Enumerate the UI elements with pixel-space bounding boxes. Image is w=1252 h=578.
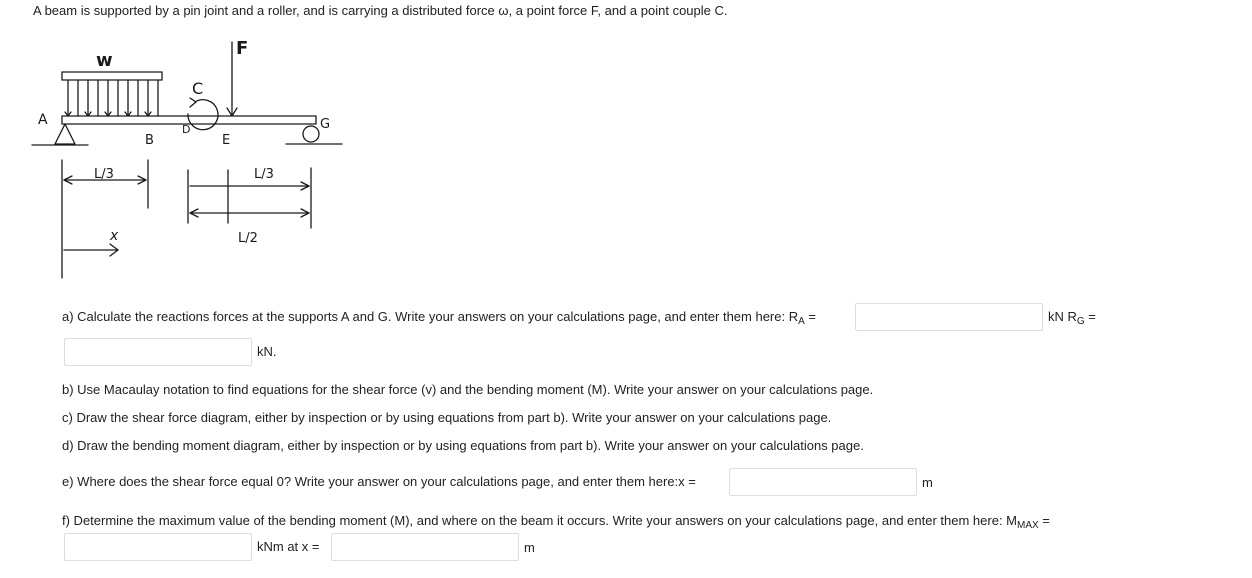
roller-support-G: [286, 126, 342, 144]
label-A: A: [38, 112, 48, 128]
couple-C: [188, 98, 218, 130]
question-a-text: a) Calculate the reactions forces at the supports A and G. Write your answers on your calculations page, and enter them here: R: [62, 309, 799, 324]
label-D: D: [182, 123, 191, 136]
question-f-text: f) Determine the maximum value of the bending moment (M), and where on the beam it occurs. Write your answers on your calculations page, and enter them here: M: [62, 513, 1017, 528]
question-d: d) Draw the bending moment diagram, either by inspection or by using equations from part b). Write your answer on your calculations page.: [62, 438, 864, 453]
label-L2: L/2: [238, 231, 258, 246]
x-zero-input[interactable]: [729, 468, 917, 496]
distributed-load: [62, 72, 162, 116]
beam-diagram: [28, 28, 348, 288]
unit-knm-at-x: kNm at x =: [257, 539, 320, 554]
question-f: [62, 513, 1050, 531]
label-B: B: [145, 133, 154, 148]
equals-ra: =: [804, 309, 816, 324]
label-x: x: [110, 228, 119, 244]
rg-input[interactable]: [64, 338, 252, 366]
label-L3-right: L/3: [254, 167, 274, 182]
x-max-input[interactable]: [331, 533, 519, 561]
question-e: e) Where does the shear force equal 0? Write your answer on your calculations page, and enter them here:x =: [62, 474, 696, 489]
subscript-a: A: [798, 316, 805, 327]
unit-m-e: m: [922, 475, 933, 490]
ra-input[interactable]: [855, 303, 1043, 331]
subscript-max: MAX: [1017, 520, 1039, 531]
question-c: c) Draw the shear force diagram, either by inspection or by using equations from part b). Write your answer on your calculations page.: [62, 410, 832, 425]
equals-rg: =: [1084, 309, 1096, 324]
question-a: [62, 309, 816, 327]
equals-mmax: =: [1038, 513, 1050, 528]
unit-kn: kN.: [257, 344, 277, 359]
question-b: b) Use Macaulay notation to find equations for the shear force (v) and the bending moment (M). Write your answer on your calculations page.: [62, 382, 874, 397]
subscript-g: G: [1076, 316, 1085, 327]
label-E: E: [222, 133, 231, 148]
label-w: w: [96, 50, 113, 71]
problem-intro: A beam is supported by a pin joint and a roller, and is carrying a distributed force ω, a point force F, and a point couple C.: [33, 3, 728, 18]
m-max-input[interactable]: [64, 533, 252, 561]
label-L3-left: L/3: [94, 167, 114, 182]
unit-kn-rg: kN R: [1048, 309, 1077, 324]
unit-kn-rg-label: [1048, 309, 1096, 327]
unit-m-f: m: [524, 540, 535, 555]
label-C: C: [192, 79, 204, 98]
label-F: F: [236, 38, 249, 59]
label-G: G: [320, 117, 331, 132]
